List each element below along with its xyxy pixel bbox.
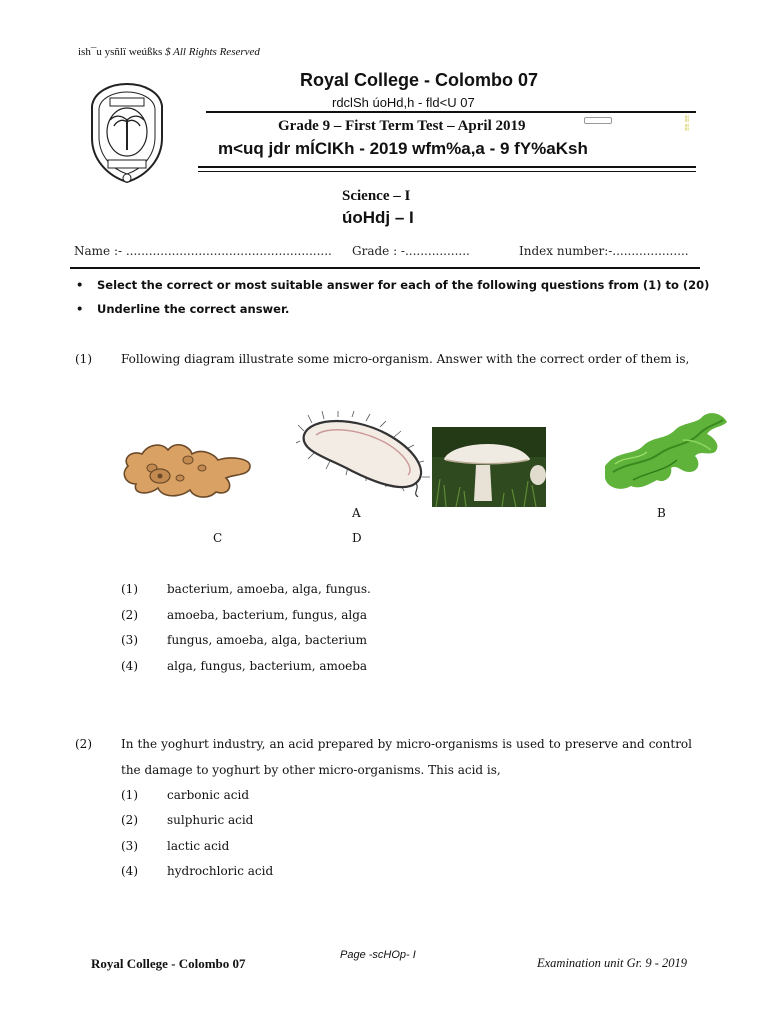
option-number: (3) bbox=[121, 633, 138, 647]
image-label-c: C bbox=[213, 531, 223, 545]
footer-exam-unit: Examination unit Gr. 9 - 2019 bbox=[537, 956, 687, 970]
school-crest-logo bbox=[86, 80, 168, 184]
image-label-b: B bbox=[657, 506, 666, 520]
stamp-mark bbox=[584, 117, 612, 124]
bullet: • bbox=[76, 302, 84, 316]
answer-option[interactable]: bacterium, amoeba, alga, fungus. bbox=[167, 582, 371, 596]
exam-title-sinhala: m<uq jdr mÍCIKh - 2019 wfm%a,a - 9 fY%aKsh bbox=[218, 139, 588, 158]
answer-option[interactable]: carbonic acid bbox=[167, 788, 250, 802]
image-label-a: A bbox=[352, 506, 361, 520]
school-title: Royal College - Colombo 07 bbox=[300, 70, 539, 90]
fields-rule bbox=[70, 267, 700, 269]
footer-page-number: Page -scHOp- I bbox=[340, 949, 416, 961]
grade-field[interactable]: Grade : -................. bbox=[352, 244, 470, 258]
school-subtitle-sinhala: rdclSh úoHd,h - fld<U 07 bbox=[332, 95, 475, 110]
question-number: (1) bbox=[75, 352, 92, 366]
option-number: (2) bbox=[121, 608, 138, 622]
header-rule-top bbox=[206, 111, 696, 113]
answer-option[interactable]: hydrochloric acid bbox=[167, 864, 274, 878]
question-text: Following diagram illustrate some micro-organism. Answer with the correct order of them is, bbox=[121, 352, 690, 366]
instruction-text: Underline the correct answer. bbox=[97, 302, 290, 316]
subject-title: Science – I bbox=[342, 188, 411, 204]
answer-option[interactable]: amoeba, bacterium, fungus, alga bbox=[167, 608, 368, 622]
subject-title-sinhala: úoHdj – I bbox=[342, 208, 414, 227]
option-number: (4) bbox=[121, 864, 138, 878]
header-rule-mid-2 bbox=[198, 171, 696, 172]
answer-option[interactable]: sulphuric acid bbox=[167, 813, 254, 827]
mushroom-image bbox=[432, 427, 546, 507]
copyright-text: $ All Rights Reserved bbox=[165, 46, 260, 58]
option-number: (1) bbox=[121, 582, 138, 596]
option-number: (2) bbox=[121, 813, 138, 827]
instruction-1 bbox=[76, 278, 709, 292]
copyright-notice bbox=[78, 46, 260, 58]
exam-title: Grade 9 – First Term Test – April 2019 bbox=[278, 118, 526, 134]
answer-option[interactable]: fungus, amoeba, alga, bacterium bbox=[167, 633, 368, 647]
image-label-d: D bbox=[352, 531, 362, 545]
footer-school: Royal College - Colombo 07 bbox=[91, 956, 246, 971]
answer-option[interactable]: lactic acid bbox=[167, 839, 230, 853]
index-number-field[interactable]: Index number:-.................... bbox=[519, 244, 689, 258]
bacterium-image bbox=[296, 411, 434, 497]
alga-image bbox=[603, 410, 729, 494]
instruction-text: Select the correct or most suitable answer for each of the following questions from (1) to (20) bbox=[97, 278, 710, 292]
option-number: (3) bbox=[121, 839, 138, 853]
copyright-prefix: ish¯u ysñlï weúßks bbox=[78, 46, 163, 58]
name-field[interactable]: Name :- ...................................................... bbox=[74, 244, 332, 258]
question-text: In the yoghurt industry, an acid prepared by micro-organisms is used to preserve and control the damage to yoghurt by other micro-organisms. This acid is, bbox=[121, 737, 692, 777]
question-number: (2) bbox=[75, 737, 92, 751]
answer-option[interactable]: alga, fungus, bacterium, amoeba bbox=[167, 659, 368, 673]
instruction-2 bbox=[76, 302, 289, 316]
bullet: • bbox=[76, 278, 84, 292]
side-note: ≡≡ ≡≡ bbox=[683, 115, 689, 131]
option-number: (4) bbox=[121, 659, 138, 673]
header-rule-mid-1 bbox=[198, 166, 696, 168]
amoeba-image bbox=[118, 436, 254, 502]
option-number: (1) bbox=[121, 788, 138, 802]
